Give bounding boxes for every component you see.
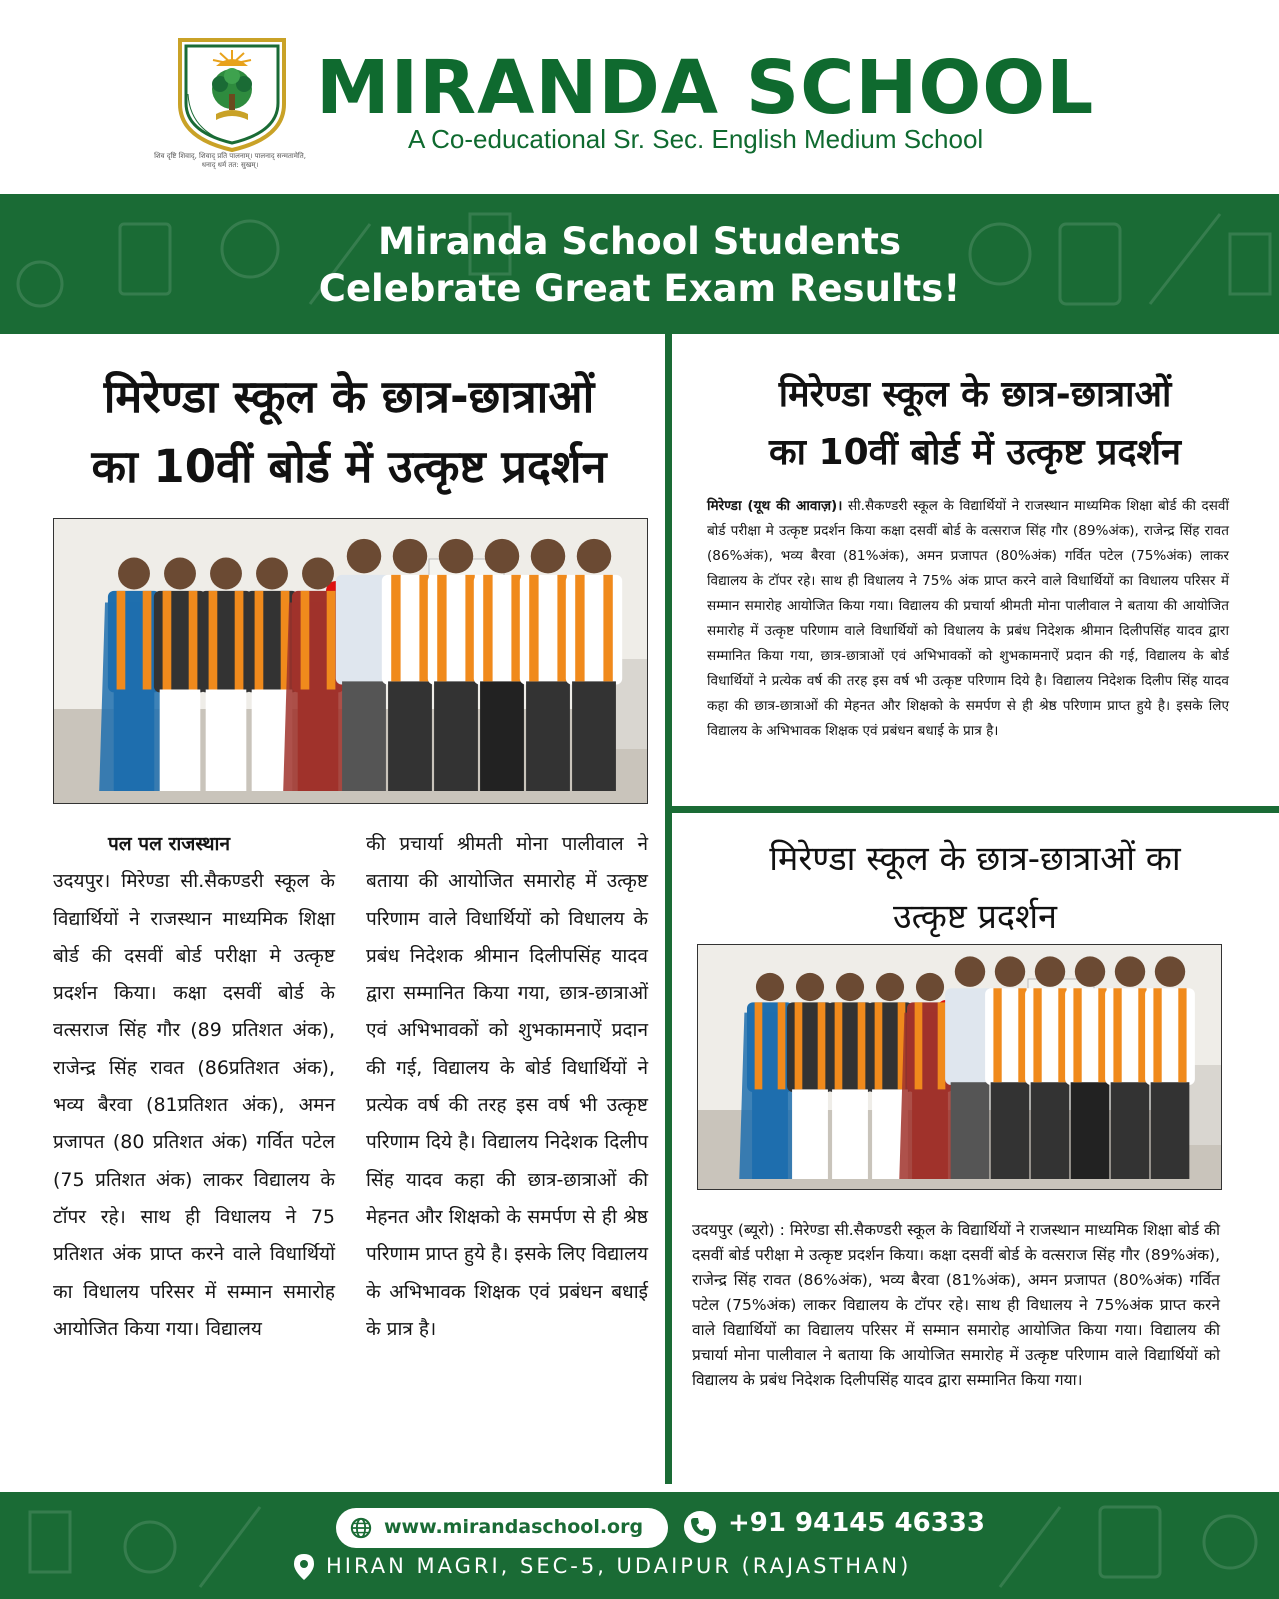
honour-sash [483,575,492,681]
honour-sash [938,1002,946,1089]
page-header [0,0,1279,192]
group-photo-image [54,519,648,804]
people-group [739,956,1195,1179]
person-head [577,539,611,573]
honour-sash [1153,988,1161,1082]
person-head [393,539,427,573]
person-legs [832,1089,868,1179]
person-torso [566,575,622,685]
person-head [836,973,864,1001]
person-torso [827,1002,873,1092]
article-body: उदयपुर। मिरेण्डा सी.सैकण्डरी स्कूल के विद्यार्थियों ने राजस्थान माध्यमिक शिक्षा बोर्ड की दसवीं बोर्ड परीक्षा मे उत्कृष्ट प्रदर्शन किया। कक्षा दसवीं बोर्ड के वत्सराज सिंह गौर (89 प्रतिशत अंक), राजेन्द्र सिंह रावत (86प्रतिशत अंक), भव्य बैरवा (81प्रतिशत अंक), अमन प्रजापत (80 प्रतिशत अंक) गर्वित पटेल (75 प्रतिशत अंक) लाकर विद्यालय के टॉपर रहे। साथ ही विधालय ने 75 प्रतिशत अंक प्राप्त करने वाले विधार्थियों का विधालय परिसर में सम्मान समारोह आयोजित किया गया। विद्यालय [53,870,335,1340]
person-legs [1111,1082,1150,1179]
person-torso [154,591,206,693]
person-head [1155,956,1185,986]
person-legs [991,1082,1030,1179]
person-head [118,558,150,590]
honour-sash [301,591,310,690]
honour-sash [209,591,218,690]
person-head [955,956,985,986]
person-head [302,558,334,590]
person-legs [160,690,201,792]
honour-sash [465,575,474,681]
honour-sash [557,575,566,681]
article-source: पल पल राजस्थान [108,833,230,855]
person-head [916,973,944,1001]
people-group [99,539,622,791]
honour-sash [163,591,172,690]
headline-line: मिरेण्डा स्कूल के छात्र-छात्राओं [778,374,1172,415]
headline-line: का 10वीं बोर्ड में उत्कृष्ट प्रदर्शन [91,440,607,493]
honour-sash [778,1002,786,1089]
honour-sash [327,591,336,690]
honour-sash [1033,988,1041,1082]
honour-sash [835,1002,843,1089]
person-head [756,973,784,1001]
banner-title-line1: Miranda School Students [377,220,902,263]
person-head [439,539,473,573]
contact-footer [0,1492,1279,1599]
person-head [164,558,196,590]
article-body: सी.सैकण्डरी स्कूल के विद्यार्थियों ने राजस्थान माध्यमिक शिक्षा बोर्ड की दसवीं बोर्ड परीक्षा मे उत्कृष्ट प्रदर्शन किया कक्षा दसवीं बोर्ड के वत्सराज सिंह गौर (89%अंक), राजेन्द्र सिंह रावत (86%अंक), भव्य बैरवा (81%अंक), अमन प्रजापत (80%अंक) गर्वित पटेल (75%अंक) लाकर विद्यालय के टॉपर रहे। साथ ही विधालय ने 75% अंक प्राप्त करने वाले विधार्थियों का विधालय परिसर में सम्मान समारोह आयोजित किया गया। विद्यालय की प्रचार्या श्रीमती मोना पालीवाल ने बताया की आयोजित समारोह में उत्कृष्ट परिणाम वाले विधार्थियों को विधालय के प्रबंध निदेशक श्रीमान दिलीपसिंह यादव द्वारा सम्मानित किया गया, छात्र-छात्राओं एवं अभिभावकों को शुभकामनाऐं प्रदान की गई, विद्यालय के बोर्ड विधार्थियों ने प्रत्येक वर्ष की तरह इस वर्ष भी उत्कृष्ट परिणाम दिये है। विद्यालय निदेशक दिलीप सिंह यादव कहा की छात्र-छात्राओं की मेहनत और शिक्षको के समर्पण से ही श्रेष्ठ परिणाम प्राप्त हुये है। इसके लिए विद्यालय के अभिभावक शिक्षक एवं प्रबंधन बधाई के प्रात्र है। [707,498,1230,739]
group-photo [697,944,1222,1190]
honour-sash [575,575,584,681]
headline-line: मिरेण्डा स्कूल के छात्र-छात्राओं [103,370,595,423]
right-bottom-article-headline [680,830,1270,946]
honour-sash [993,988,1001,1082]
person-head [876,973,904,1001]
left-article-column-1 [53,826,335,1348]
person-legs [951,1082,990,1179]
honour-sash [795,1002,803,1089]
headline-banner [0,194,1279,334]
phone-icon [683,1510,717,1544]
person-head [347,539,381,573]
person-legs [526,681,570,791]
honour-sash [255,591,264,690]
logo-motto: शिव दृष्टि शिवाद्, शिवाद् प्रति पालनाम्। पालनाद् सन्मतामेति, धनाद् धर्म तत: सुखम्। [154,152,306,169]
honour-sash [755,1002,763,1089]
honour-sash [143,591,152,690]
person-legs [480,681,524,791]
location-pin-icon [292,1553,316,1581]
person-legs [1071,1082,1110,1179]
school-name: MIRANDA SCHOOL [316,45,1095,131]
honour-sash [858,1002,866,1089]
person-head [485,539,519,573]
person-head [995,956,1025,986]
person-legs [572,681,616,791]
banner-title-line2: Celebrate Great Exam Results! [318,267,961,310]
phone-number[interactable]: +91 94145 46333 [728,1508,985,1538]
person-legs [388,681,432,791]
honour-sash [391,575,400,681]
honour-sash [437,575,446,681]
website-url[interactable]: www.mirandaschool.org [384,1516,644,1538]
person-head [210,558,242,590]
left-article-headline [40,362,658,502]
honour-sash [875,1002,883,1089]
group-photo [53,518,648,804]
honour-sash [1113,988,1121,1082]
article-body: की प्रचार्या श्रीमती मोना पालीवाल ने बताया की आयोजित समारोह में उत्कृष्ट परिणाम वाले विधार्थियों को विधालय के प्रबंध निदेशक श्रीमान दिलीपसिंह यादव द्वारा सम्मानित किया गया, छात्र-छात्राओं एवं अभिभावकों को शुभकामनाऐं प्रदान की गई, विद्यालय के बोर्ड विधार्थियों ने प्रत्येक वर्ष की तरह इस वर्ष भी उत्कृष्ट परिणाम दिये है। विद्यालय निदेशक दिलीप सिंह यादव कहा की छात्र-छात्राओं की मेहनत और शिक्षको के समर्पण से ही श्रेष्ठ परिणाम प्राप्त हुये है। इसके लिए विद्यालय के अभिभावक शिक्षक एवं प्रबंधन बधाई के प्रात्र है। [366,833,648,1340]
honour-sash [511,575,520,681]
headline-line: मिरेण्डा स्कूल के छात्र-छात्राओं का [769,839,1181,879]
honour-sash [235,591,244,690]
column-divider [665,334,672,1484]
person-torso [200,591,252,693]
article-body: उदयपुर (ब्यूरो) : मिरेण्डा सी.सैकण्डरी स्कूल के विद्यार्थियों ने राजस्थान माध्यमिक शिक्षा बोर्ड की दसवीं बोर्ड परीक्षा मे उत्कृष्ट प्रदर्शन किया। कक्षा दसवीं बोर्ड के वत्सराज सिंह गौर (89%अंक), राजेन्द्र सिंह रावत (86%अंक), भव्य बैरवा (81%अंक), अमन प्रजापत (80%अंक) गर्वित पटेल (75%अंक) लाकर विद्यालय के टॉपर रहे। साथ ही विधालय ने 75%अंक प्राप्त करने वाले विद्यार्थियों का विद्यालय परिसर में सम्मान समारोह आयोजित किया गया। विद्यालय की प्रचार्या मोना पालीवाल ने बताया कि आयोजित समारोह में उत्कृष्ट परिणाम वाले विद्यार्थियों को विद्यालय के प्रबंध निदेशक दिलीपसिंह यादव द्वारा सम्मानित किया गया। [692,1221,1220,1389]
school-crest-logo [176,34,288,152]
school-tagline: A Co-educational Sr. Sec. English Medium School [408,124,984,154]
headline-line: उत्कृष्ट प्रदर्शन [893,897,1057,937]
honour-sash [117,591,126,690]
honour-sash [915,1002,923,1089]
honour-sash [189,591,198,690]
person-head [531,539,565,573]
website-link[interactable] [336,1508,668,1548]
person-head [1115,956,1145,986]
group-photo-image [698,945,1222,1190]
globe-icon [350,1517,372,1539]
person-legs [792,1089,828,1179]
person-head [796,973,824,1001]
right-top-article-headline [680,366,1270,482]
honour-sash [1073,988,1081,1082]
person-legs [206,690,247,792]
left-article-column-2 [366,826,648,1348]
school-address: HIRAN MAGRI, SEC-5, UDAIPUR (RAJASTHAN) [326,1554,912,1578]
article-source: मिरेण्डा (यूथ की आवाज़)। [707,498,843,514]
honour-sash [419,575,428,681]
person-head [256,558,288,590]
article-divider [672,806,1279,813]
person-torso [1145,988,1195,1085]
right-top-article-body [707,494,1229,744]
headline-line: का 10वीं बोर्ड में उत्कृष्ट प्रदर्शन [769,432,1181,473]
banner-title [0,218,1279,312]
honour-sash [818,1002,826,1089]
honour-sash [529,575,538,681]
right-bottom-article-body [692,1218,1220,1393]
person-torso [787,1002,833,1092]
honour-sash [1178,988,1186,1082]
person-head [1075,956,1105,986]
person-legs [342,681,386,791]
person-head [1035,956,1065,986]
person-legs [1151,1082,1190,1179]
honour-sash [603,575,612,681]
person-legs [434,681,478,791]
person-legs [1031,1082,1070,1179]
